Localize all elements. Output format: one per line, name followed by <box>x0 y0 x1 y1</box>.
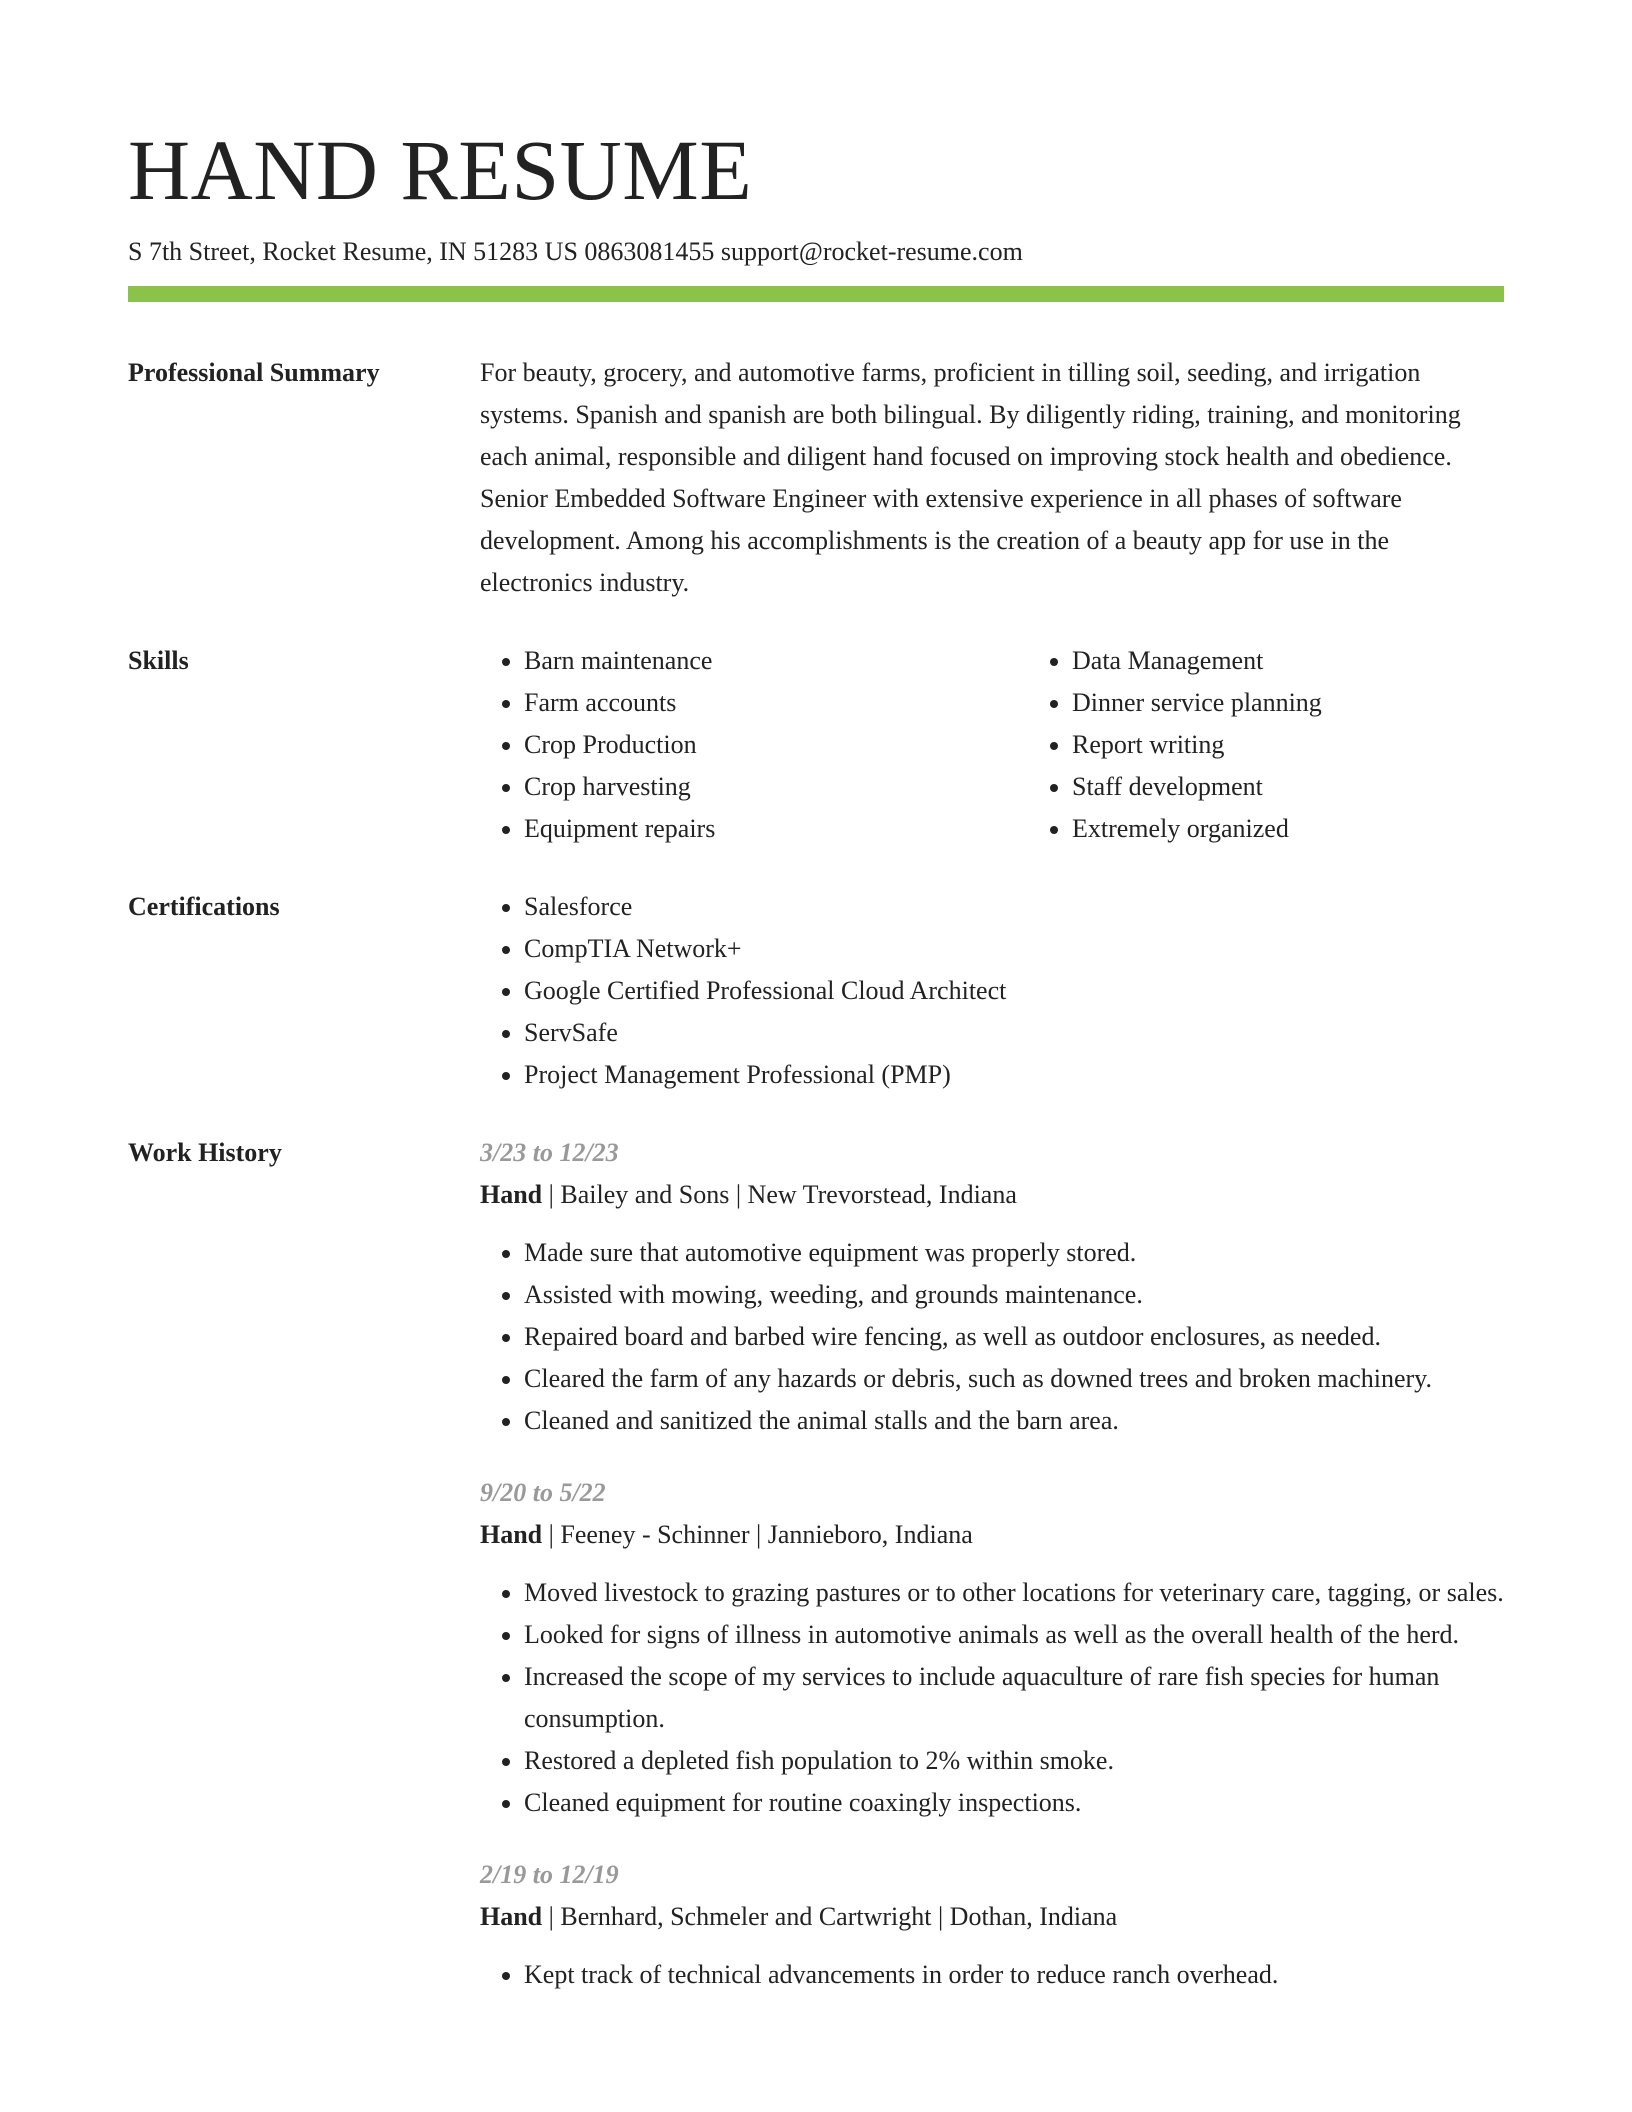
skill-item: • Staff development <box>1072 766 1576 808</box>
job-duties-list <box>480 1954 1504 1996</box>
job-duty: • Restored a depleted fish population to 2% within smoke. <box>524 1740 1504 1782</box>
job-duty: • Moved livestock to grazing pastures or to other locations for veterinary care, tagging, or sales. <box>524 1572 1504 1614</box>
certification-item: • ServSafe <box>524 1012 1504 1054</box>
job-title-line <box>480 1514 1504 1556</box>
job-duty: • Cleared the farm of any hazards or debris, such as downed trees and broken machinery. <box>524 1358 1504 1400</box>
skill-item: • Extremely organized <box>1072 808 1576 850</box>
job-duty: • Assisted with mowing, weeding, and grounds maintenance. <box>524 1274 1504 1316</box>
job-duty: • Cleaned equipment for routine coaxingly inspections. <box>524 1782 1504 1824</box>
certifications-section <box>128 886 1504 1096</box>
job-employer-location: | Bernhard, Schmeler and Cartwright | Dothan, Indiana <box>542 1902 1118 1931</box>
skill-item: • Data Management <box>1072 640 1576 682</box>
certifications-list <box>480 886 1504 1096</box>
certification-item: • CompTIA Network+ <box>524 928 1504 970</box>
skill-item: • Report writing <box>1072 724 1576 766</box>
skill-item: • Farm accounts <box>524 682 1028 724</box>
header-divider <box>128 286 1504 302</box>
skills-heading: Skills <box>128 646 189 675</box>
job-duty: • Made sure that automotive equipment was properly stored. <box>524 1232 1504 1274</box>
job-title-line <box>480 1174 1504 1216</box>
skills-list-right <box>1028 640 1576 850</box>
skill-item: • Barn maintenance <box>524 640 1028 682</box>
certifications-heading: Certifications <box>128 892 280 921</box>
job-dates: 2/19 to 12/19 <box>480 1860 619 1889</box>
resume-name: HAND RESUME <box>128 122 753 218</box>
skills-list-left <box>480 640 1028 850</box>
job-dates: 9/20 to 5/22 <box>480 1478 606 1507</box>
job-duty: • Increased the scope of my services to include aquaculture of rare fish species for human consumption. <box>524 1656 1504 1740</box>
job-duty: • Kept track of technical advancements in order to reduce ranch overhead. <box>524 1954 1504 1996</box>
skill-item: • Crop Production <box>524 724 1028 766</box>
job-employer-location: | Bailey and Sons | New Trevorstead, Indiana <box>542 1180 1017 1209</box>
job-entry <box>480 1472 1504 1824</box>
summary-text: For beauty, grocery, and automotive farms, proficient in tilling soil, seeding, and irrigation systems. Spanish and spanish are both bilingual. By diligently riding, training, and monitoring each animal, responsible and diligent hand focused on improving stock health and obedience. Senior Embedded Software Engineer with extensive experience in all phases of software development. Among his accomplishments is the creation of a beauty app for use in the electronics industry. <box>480 358 1461 597</box>
work-history-section <box>128 1132 1504 2026</box>
job-employer-location: | Feeney - Schinner | Jannieboro, Indiana <box>542 1520 973 1549</box>
contact-line: S 7th Street, Rocket Resume, IN 51283 US 0863081455 support@rocket-resume.com <box>128 237 1023 266</box>
job-duty: • Cleaned and sanitized the animal stalls and the barn area. <box>524 1400 1504 1442</box>
summary-heading: Professional Summary <box>128 358 380 387</box>
certification-item: • Google Certified Professional Cloud Architect <box>524 970 1504 1012</box>
job-entry <box>480 1132 1504 1442</box>
certification-item: • Project Management Professional (PMP) <box>524 1054 1504 1096</box>
job-entry <box>480 1854 1504 1996</box>
job-duties-list <box>480 1232 1504 1442</box>
work-history-heading: Work History <box>128 1138 282 1167</box>
job-duty: • Looked for signs of illness in automotive animals as well as the overall health of the herd. <box>524 1614 1504 1656</box>
skill-item: • Crop harvesting <box>524 766 1028 808</box>
resume-page <box>128 0 1504 2026</box>
skill-item: • Dinner service planning <box>1072 682 1576 724</box>
job-role: Hand <box>480 1180 543 1209</box>
job-dates: 3/23 to 12/23 <box>480 1138 619 1167</box>
job-title-line <box>480 1896 1504 1938</box>
certification-item: • Salesforce <box>524 886 1504 928</box>
skills-section <box>128 640 1504 850</box>
skill-item: • Equipment repairs <box>524 808 1028 850</box>
job-role: Hand <box>480 1520 543 1549</box>
summary-section <box>128 352 1504 604</box>
job-duty: • Repaired board and barbed wire fencing, as well as outdoor enclosures, as needed. <box>524 1316 1504 1358</box>
job-duties-list <box>480 1572 1504 1824</box>
job-role: Hand <box>480 1902 543 1931</box>
